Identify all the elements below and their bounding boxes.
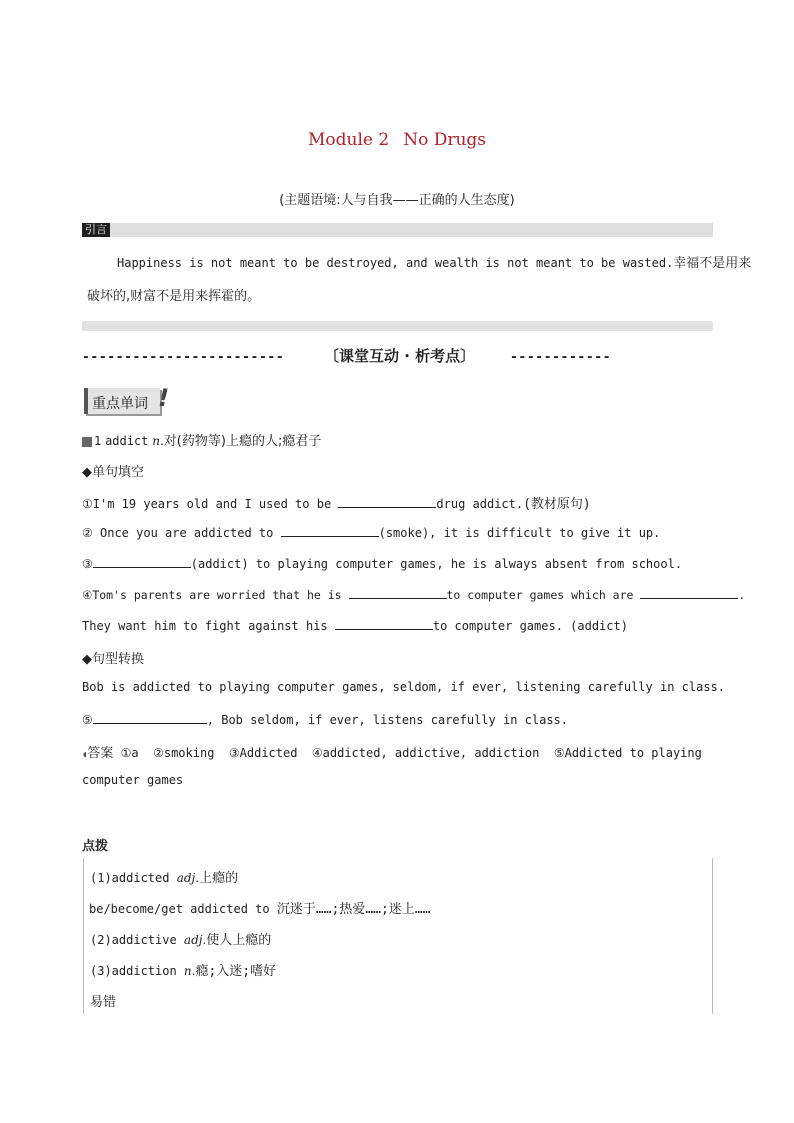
q3-blank[interactable] [93, 555, 191, 568]
transform-heading-text: ◆句型转换 [82, 652, 144, 667]
tip-line-4 [90, 960, 276, 979]
tip-line-1 [90, 867, 238, 886]
tip3-pos: adj. [183, 933, 207, 947]
intro-quote-cn: 幸福不是用来 [673, 256, 752, 271]
q3-text-b: (addict) to playing computer games, he is always absent from school. [190, 557, 683, 571]
module-name: No Drugs [403, 130, 487, 150]
intro-bar [82, 223, 713, 237]
exclamation-icon: ! [155, 384, 172, 412]
question-4-line2 [82, 617, 628, 633]
q5-number: ⑤ [82, 713, 93, 727]
tip-line-5: 易错 [90, 995, 117, 1010]
tip4-pos: n. [183, 964, 196, 978]
q1-note: (教材原句) [523, 497, 591, 512]
answer-line-1 [82, 742, 702, 761]
question-1 [82, 493, 591, 512]
q4-text-c: . [738, 588, 746, 602]
square-bullet-icon [82, 437, 92, 447]
answer-label: 答案 [87, 746, 114, 761]
answer-line-2: computer games [82, 773, 184, 787]
question-2 [82, 524, 660, 540]
q1-blank[interactable] [338, 495, 436, 508]
answer-text: ①a ②smoking ③Addicted ④addicted, addictive, addiction ⑤Addicted to playing [120, 746, 702, 760]
q1-number: ① [82, 497, 93, 511]
tip3-meaning: 使人上瘾的 [206, 933, 272, 948]
keyword-number: 1 [94, 434, 102, 448]
question-3 [82, 555, 682, 571]
q2-blank[interactable] [281, 524, 379, 537]
intro-quote-line2: 破坏的,财富不是用来挥霍的。 [87, 289, 261, 304]
keyword-entry [82, 430, 321, 449]
tip1-pos: adj. [176, 871, 200, 885]
keyword-pos: n. [152, 434, 164, 448]
q5-text-b: , Bob seldom, if ever, listens carefully in class. [206, 713, 568, 727]
answer-icon: ◖ [82, 750, 88, 760]
tip4-word: (3)addiction [90, 964, 184, 978]
q4-text-a: Tom's parents are worried that he is [92, 588, 349, 602]
tip3-word: (2)addictive [90, 933, 184, 947]
q4-line2-text-a: They want him to fight against his [82, 619, 335, 633]
intro-quote-line1 [117, 252, 751, 271]
q2-text-a: Once you are addicted to [92, 526, 281, 540]
transform-heading [82, 648, 144, 667]
q4-blank-3[interactable] [335, 617, 433, 630]
module-number: Module 2 [307, 130, 390, 150]
fill-heading-text: ◆单句填空 [82, 465, 144, 480]
tip-line-2 [89, 898, 430, 917]
q1-text-a: I'm 19 years old and I used to be [92, 497, 339, 511]
keywords-heading: 重点单词 [92, 396, 148, 412]
module-title [0, 130, 794, 150]
q3-number: ③ [82, 557, 93, 571]
q2-number: ② [82, 526, 93, 540]
tip2-phrase: be/become/get addicted to [89, 902, 277, 916]
intro-quote-en: Happiness is not meant to be destroyed, and wealth is not meant to be wasted. [117, 256, 674, 270]
transform-sentence: Bob is addicted to playing computer games, seldom, if ever, listening carefully in class. [82, 680, 725, 694]
banner-dashes-right: ------------ [510, 350, 612, 365]
fill-heading [82, 461, 144, 480]
tip-line-3 [90, 929, 271, 948]
tip4-meaning: 瘾;入迷;嗜好 [195, 964, 277, 979]
section-separator [82, 321, 713, 331]
banner-dashes-left: ------------------------ [82, 350, 285, 365]
q4-text-b: to computer games which are [446, 588, 641, 602]
section-banner [82, 345, 642, 369]
banner-label: 〔课堂互动 · 析考点〕 [324, 347, 476, 365]
q5-blank[interactable] [93, 711, 207, 724]
tip2-meaning: 沉迷于……;热爱……;迷上…… [276, 902, 431, 917]
question-4 [82, 586, 745, 602]
keyword-word: addict [105, 434, 149, 448]
q4-blank-2[interactable] [640, 586, 738, 599]
theme-subtitle: (主题语境:人与自我——正确的人生态度) [279, 193, 515, 208]
keyword-meaning: 对(药物等)上瘾的人;瘾君子 [163, 434, 322, 449]
q1-text-b: drug addict. [436, 497, 524, 511]
tip1-word: (1)addicted [90, 871, 177, 885]
intro-tag: 引言 [82, 223, 110, 237]
question-5 [82, 711, 568, 727]
q4-blank-1[interactable] [349, 586, 447, 599]
q4-number: ④ [82, 588, 93, 602]
tip1-meaning: 上瘾的 [199, 871, 239, 886]
tips-heading: 点拨 [82, 839, 109, 854]
q2-text-b: (smoke), it is difficult to give it up. [378, 526, 661, 540]
q4-line2-text-b: to computer games. (addict) [432, 619, 628, 633]
